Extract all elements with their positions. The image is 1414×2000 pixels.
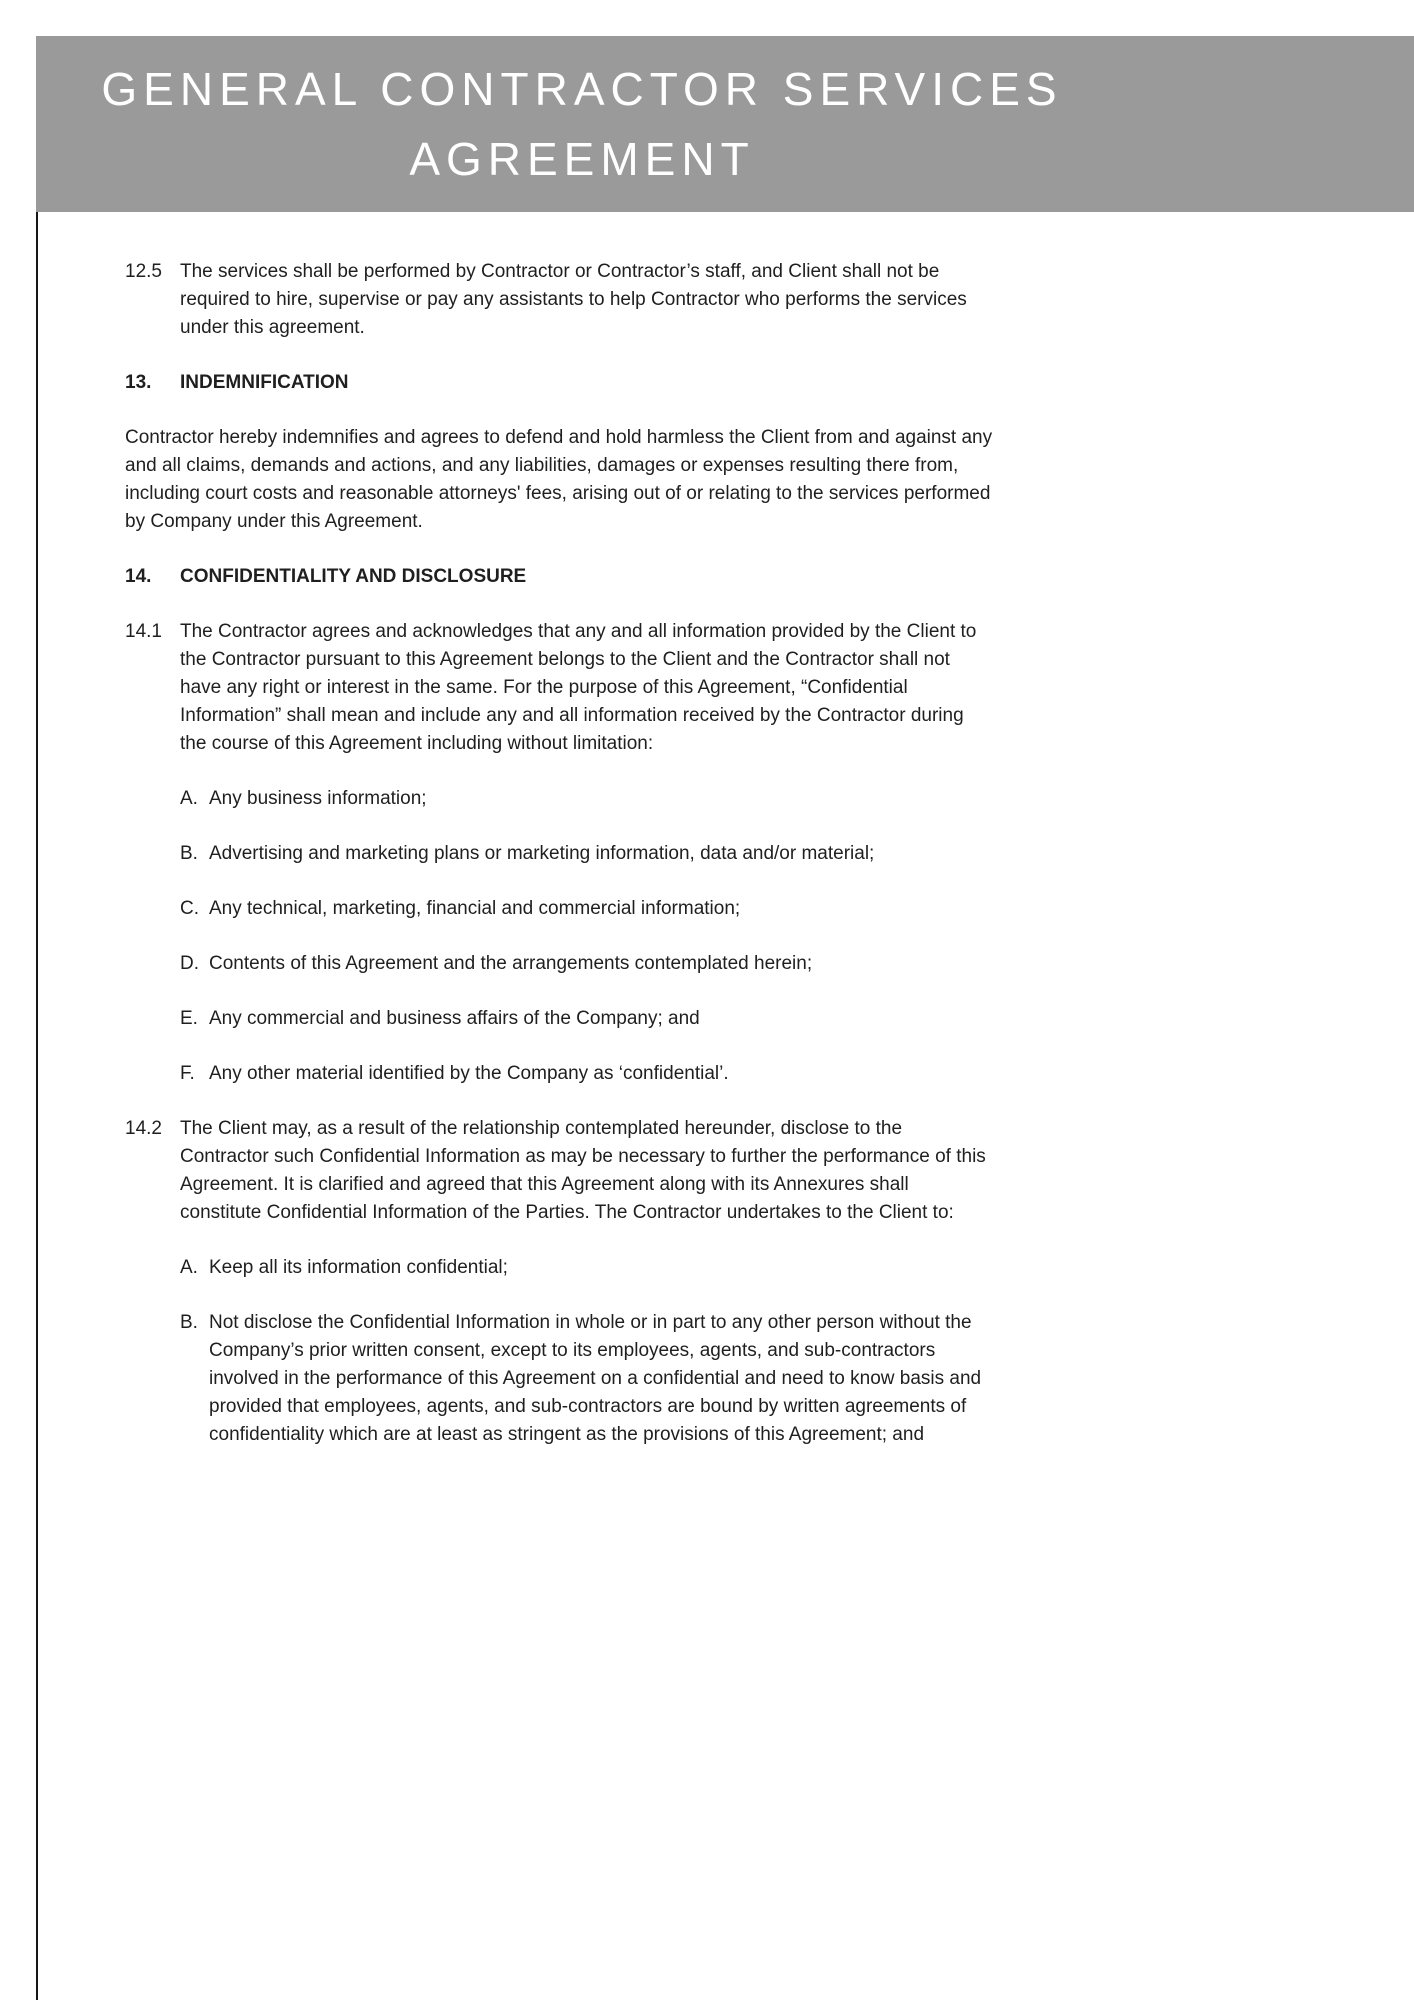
document-title: GENERAL CONTRACTOR SERVICES AGREEMENT — [101, 63, 1063, 185]
list-item — [180, 1254, 993, 1282]
page-left-border — [36, 212, 38, 2000]
clause-text: The Client may, as a result of the relationship contemplated hereunder, disclose to the Contractor such Confidential Information as may be necessary to further the performance of this Agreement. It is clarified and agreed that this Agreement along with its Annexures shall constitute Confidential Information of the Parties. The Contractor undertakes to the Client to: — [180, 1118, 986, 1223]
paragraph-13: Contractor hereby indemnifies and agrees to defend and hold harmless the Client from and against any and all claims, demands and actions, and any liabilities, damages or expenses resulting there from, including court costs and reasonable attorneys' fees, arising out of or relating to the services performed by Company under this Agreement. — [125, 427, 993, 532]
list-item — [180, 1005, 993, 1033]
list-item-text: Any commercial and business affairs of the Company; and — [209, 1008, 700, 1029]
clause-12-5 — [125, 258, 993, 342]
list-item-text: Not disclose the Confidential Information in whole or in part to any other person without the Company’s prior written consent, except to its employees, agents, and sub-contractors involved in the performance of this Agreement on a confidential and need to know basis and provided that employees, agents, and sub-contractors are bound by written agreements of confidentiality which are at least as stringent as the provisions of this Agreement; and — [209, 1312, 982, 1445]
clause-number: 14.1 — [125, 621, 162, 642]
list-item-letter: A. — [180, 788, 198, 809]
list-item-text: Any other material identified by the Company as ‘confidential’. — [209, 1063, 729, 1084]
list-item-letter: F. — [180, 1063, 195, 1084]
title-banner — [36, 36, 1414, 212]
sublist-14-1 — [180, 785, 993, 1088]
list-item-text: Keep all its information confidential; — [209, 1257, 508, 1278]
clause-14-2 — [125, 1115, 993, 1227]
section-13-heading — [125, 369, 993, 397]
list-item-letter: C. — [180, 898, 199, 919]
list-item — [180, 1060, 993, 1088]
list-item-text: Any technical, marketing, financial and commercial information; — [209, 898, 741, 919]
section-title: CONFIDENTIALITY AND DISCLOSURE — [180, 566, 527, 587]
section-number: 13. — [125, 372, 152, 393]
list-item-letter: A. — [180, 1257, 198, 1278]
section-title: INDEMNIFICATION — [180, 372, 349, 393]
section-number: 14. — [125, 566, 152, 587]
clause-number: 14.2 — [125, 1118, 162, 1139]
clause-number: 12.5 — [125, 261, 162, 282]
list-item-letter: B. — [180, 843, 198, 864]
clause-14-1 — [125, 618, 993, 758]
list-item-letter: D. — [180, 953, 199, 974]
list-item — [180, 785, 993, 813]
section-14-heading — [125, 563, 993, 591]
list-item — [180, 1309, 993, 1449]
list-item — [180, 950, 993, 978]
list-item-text: Advertising and marketing plans or marketing information, data and/or material; — [209, 843, 875, 864]
list-item-text: Contents of this Agreement and the arrangements contemplated herein; — [209, 953, 813, 974]
list-item-letter: E. — [180, 1008, 198, 1029]
list-item — [180, 895, 993, 923]
list-item — [180, 840, 993, 868]
list-item-text: Any business information; — [209, 788, 427, 809]
clause-text: The Contractor agrees and acknowledges that any and all information provided by the Client to the Contractor pursuant to this Agreement belongs to the Client and the Contractor shall not have any right or interest in the same. For the purpose of this Agreement, “Confidential Information” shall mean and include any and all information received by the Contractor during the course of this Agreement including without limitation: — [180, 621, 977, 754]
sublist-14-2 — [180, 1254, 993, 1449]
list-item-letter: B. — [180, 1312, 198, 1333]
document-body — [125, 258, 993, 1476]
clause-text: The services shall be performed by Contractor or Contractor’s staff, and Client shall not be required to hire, supervise or pay any assistants to help Contractor who performs the services under this agreement. — [180, 261, 967, 338]
